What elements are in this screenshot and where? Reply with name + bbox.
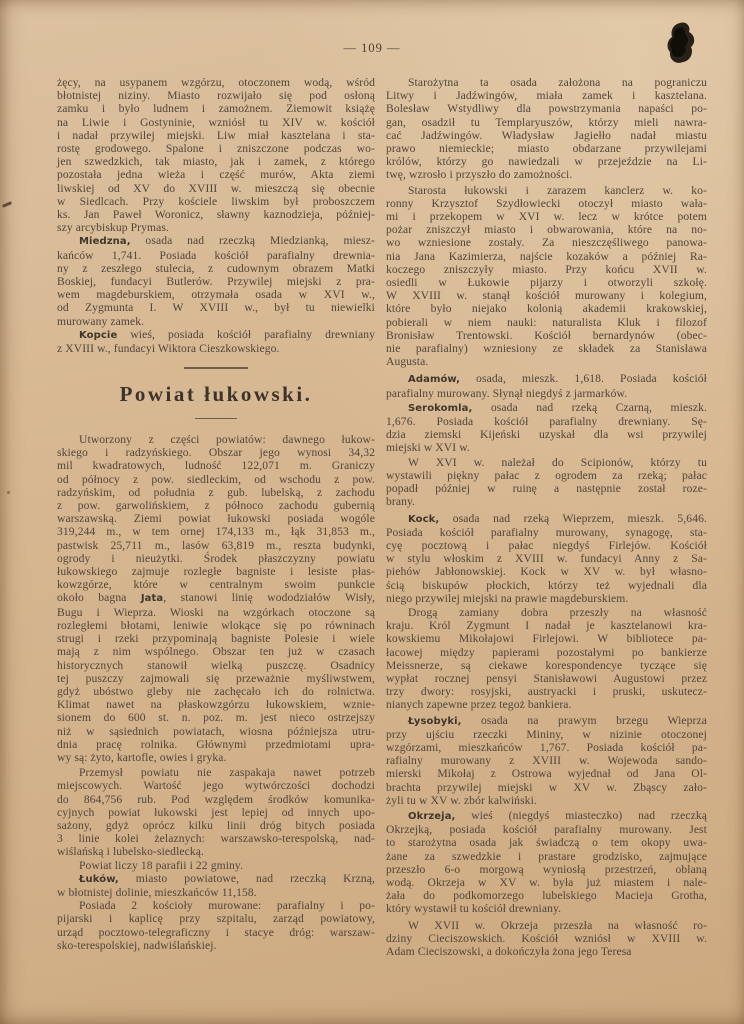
- text-line: 319,244 m., w tem ornej 174,133 m., łąk 31,853 m.,: [57, 525, 375, 539]
- text-line: Bolesław Wstydliwy dla powstrzymania napaści po-: [386, 102, 707, 116]
- text-line: około bagna Jata, stanowi linię wododziałów Wisły,: [57, 591, 375, 605]
- paragraph: [57, 872, 375, 899]
- text-line: brachta przywilej miejski w XV w. Zbąscy zało-: [386, 780, 707, 794]
- text-line: mi i przekopem w XVI w. lecz w krótce potem: [386, 210, 707, 224]
- text-line: Okrzeja, wieś (niegdyś miasteczko) nad rzeczką: [408, 808, 707, 822]
- text-line: Adam Cieciszowski, a dokończyła żona jego Teresa: [386, 945, 632, 958]
- text-line: Bronisław Trentowski. Kościół bernardynów (obec-: [386, 328, 707, 342]
- text-line: W XVI w. należał do Scipionów, którzy tu: [408, 455, 707, 469]
- text-line: cyę pocztową i pałac niegdyś Firlejów. Kościół: [386, 538, 707, 552]
- right-column: [386, 76, 707, 958]
- paper-speck: [7, 491, 10, 494]
- text-line: ścią biskupów płockich, którzy też wyjednali dla: [386, 578, 707, 592]
- section-heading-block: [57, 367, 375, 419]
- text-line: kańców 1,741. Posiada kościół parafialny drewnia-: [57, 248, 375, 262]
- text-line: z pow. garwolińskiem, z północo zachodu gubernią: [57, 499, 375, 513]
- text-line: szy arcybiskup Prymas.: [57, 221, 170, 235]
- text-line: piehów Jabłonowskiej. Kock w XV w. był własno-: [386, 565, 707, 579]
- text-line: 1,676. Posiada kościół parafialny drewniany. Sę-: [386, 415, 707, 429]
- text-line: ny z zeszłego stulecia, z cudownym obrazem Matki: [57, 261, 375, 275]
- text-line: 3 linie kolei żelaznych: warszawsko-terespolską, nad-: [57, 832, 375, 846]
- text-line: rostę grodowego. Spalone i zniszczone podczas wo-: [57, 142, 375, 156]
- text-line: Przemysł powiatu nie zaspakaja nawet potrzeb: [79, 766, 375, 780]
- text-line: Bugu i Wieprza. Wioski na wzgórkach otoczone są: [57, 605, 375, 619]
- text-line: i nadał przywilej miejski. Liw miał kasztelana i sta-: [57, 128, 375, 142]
- section-rule: [184, 367, 248, 368]
- text-line: na Liwie i Gostyninie, wzniósł tu XIV w. kościół: [57, 115, 375, 129]
- text-line: dnia pracę rolnika. Głównymi przedmiotami upra-: [57, 737, 375, 751]
- text-line: W XVIII w. stanął kościół murowany i kolegium,: [386, 289, 707, 303]
- text-line: kowskiemu Mikołajowi Firlejowi. W bibliotece pa-: [386, 632, 707, 646]
- paragraph: [386, 184, 707, 369]
- text-line: sionem do 600 st. n. poz. m. jest nieco ostrzejszy: [57, 711, 375, 725]
- text-line: z XVIII w., fundacyi Wiktora Cieszkowskiego.: [57, 342, 280, 356]
- paragraph: [386, 456, 707, 509]
- text-line: żyli tu w XV w. zbór kalwiński.: [386, 793, 537, 807]
- text-line: osiedli w Łukowie pijarzy i otworzyli szkołę.: [386, 276, 707, 290]
- text-columns: [57, 76, 707, 958]
- text-line: Adamów, osada, mieszk. 1,618. Posiada kościół: [408, 372, 707, 386]
- text-line: od Zygmunta I. W XVIII w., był tu niewielki: [57, 301, 375, 315]
- text-line: urząd pocztowo-telegraficzny i stacye dróg: warszaw-: [57, 925, 375, 939]
- paragraph: [386, 76, 707, 182]
- pen-mark: [2, 201, 12, 208]
- text-line: kraju. Król Zygmunt I nadał je kasztelanowi kra-: [386, 619, 707, 633]
- text-line: W XVII w. Okrzeja przeszła na własność ro-: [408, 918, 707, 932]
- text-line: Okrzejką, posiada kościół parafialny murowany. Jest: [386, 823, 707, 837]
- paragraph: [386, 606, 707, 712]
- text-line: historycznych stanowił wielką puszczę. Osadnicy: [57, 658, 375, 672]
- text-line: sko-terespolskiej, nadwiślańskiej.: [57, 938, 217, 952]
- text-line: Posiada 2 kościoły murowane: parafialny i po-: [79, 899, 375, 913]
- left-column: [57, 76, 375, 958]
- text-line: popadł później w ruinę a następnie został roze-: [386, 482, 707, 496]
- text-line: Starożytna ta osada założona na pograniczu: [408, 76, 707, 89]
- text-line: koczego zniszczyły miasto. Przy końcu XVII w.: [386, 262, 707, 276]
- text-line: żęcy, na usypanem wzgórzu, otoczonem wodą, wśród: [57, 76, 375, 89]
- text-line: wodą. Okrzeja w XV w. była już miastem i nale-: [386, 875, 707, 889]
- ink-stain-shape: [666, 22, 698, 66]
- text-line: brany.: [386, 495, 416, 509]
- text-line: gan, osadził tu Templaryuszów, którzy mieli nawra-: [386, 115, 707, 129]
- text-line: Miedzna, osada nad rzeczką Miedzianką, miesz-: [79, 234, 375, 248]
- text-line: Starosta łukowski i zarazem kanclerz w. ko-: [408, 183, 707, 197]
- page-number: — 109 —: [343, 41, 401, 55]
- text-line: pozostała jedna wieża i część murów, Akta ziemi: [57, 168, 375, 182]
- ink-stain: [666, 22, 698, 66]
- text-line: nia Jana Kazimierza, najście kozaków a później Ra-: [386, 249, 707, 263]
- text-line: pożar zniszczył miasto i obwarowania, które na no-: [386, 223, 707, 237]
- paragraph: [57, 899, 375, 952]
- text-line: Augusta.: [386, 355, 429, 369]
- text-line: wiślańską i lubelsko-siedlecką.: [57, 845, 205, 859]
- text-line: w stylu włoskim z XVIII w. fundacyi Anny z Sa-: [386, 552, 707, 566]
- text-line: cyjnych powiat łukowski jest lepiej od innych upo-: [57, 805, 375, 819]
- paragraph: [57, 76, 375, 234]
- text-line: żała do podkomorzego lubelskiego Macieja Grotha,: [386, 889, 707, 903]
- text-line: wzgórzami, mieszkańców 1,767. Posiada kościół pa-: [386, 740, 707, 754]
- text-line: niż w sąsiednich powiatach, wiosna późniejsza utru-: [57, 724, 375, 738]
- text-line: Powiat liczy 18 parafii i 22 gminy.: [79, 858, 244, 872]
- text-line: parafialny murowany. Słynął niegdyś z jarmarków.: [386, 386, 628, 400]
- paragraph: [57, 234, 375, 327]
- section-heading: Powiat łukowski.: [119, 381, 313, 406]
- paragraph: [386, 512, 707, 605]
- text-line: Drogą zamiany dobra przeszły na własność: [408, 605, 707, 619]
- text-line: jen szwedzkich, tak miasto, jak i zamek, z którego: [57, 155, 375, 169]
- text-line: Posiada kościół parafialny murowany, synagogę, sta-: [386, 525, 707, 539]
- text-line: prawo niemieckie; miasto obdarzane przywilejami: [386, 142, 707, 156]
- text-line: w Siedlcach. Przy kościele liwskim był proboszczem: [57, 194, 375, 208]
- text-line: błotnistej niziny. Miasto rozwijało się pod osłoną: [57, 89, 375, 103]
- text-line: gdyż ubóstwo gleby nie zachęcało ich do rolnictwa.: [57, 684, 375, 698]
- text-line: pobierali w niem nauki: naturalista Kluk i filozof: [386, 315, 707, 329]
- text-line: mil kwadratowych, ludność 122,071 m. Graniczy: [57, 459, 375, 473]
- text-line: Litwy i Jadźwingów, miała zamek i kasztelana.: [386, 89, 707, 103]
- paragraph: [57, 859, 375, 872]
- text-line: miejscowych. Wartość jego wytwórczości dochodzi: [57, 779, 375, 793]
- text-line: cać Jadźwingów. Władysław Jagiełło nadał miastu: [386, 128, 707, 142]
- text-line: warszawską. Ziemi powiat łukowski posiada wogóle: [57, 512, 375, 526]
- text-line: Utworzony z części powiatów: dawnego łukow-: [79, 433, 375, 447]
- text-line: kowzgórze, które w centralnym swoim punkcie: [57, 578, 375, 592]
- text-line: przy ujściu rzeczki Mininy, w nizinie otoczonej: [386, 727, 707, 741]
- text-line: łukowskiego zajmuje rozległe bagniste i lesiste płas-: [57, 565, 375, 579]
- text-line: trzy dwory: rosyjski, austryacki i pruski, uskutecz-: [386, 685, 707, 699]
- text-line: rozległemi błotami, leniwie wlokące się po równinach: [57, 618, 375, 632]
- paragraph: [386, 714, 707, 807]
- text-line: Kock, osada nad rzeką Wieprzem, mieszk. 5,646.: [408, 511, 707, 525]
- text-line: łacowej między papierami pozostałymi po bankierze: [386, 645, 707, 659]
- text-line: ks. Jan Paweł Woronicz, sławny kaznodzieja, później-: [57, 208, 375, 222]
- text-line: dziny Cieciszowskich. Kościół wzniósł w XVIII w.: [386, 931, 707, 945]
- paragraph: [386, 401, 707, 455]
- text-line: które było niejako kolonią akademii krakowskiej,: [386, 302, 707, 316]
- text-line: królów, którzy go nawiedzali w przejeździe na Li-: [386, 155, 707, 169]
- text-line: sażony, gdyż oprócz kilku linii dróg bitych posiada: [57, 818, 375, 832]
- text-line: Kopcie wieś, posiada kościół parafialny drewniany: [79, 327, 375, 341]
- text-line: to starożytna osada jak świadczą o tem okopy uwa-: [386, 836, 707, 850]
- text-line: rafialny murowany z XVIII w. Wojewoda sando-: [386, 754, 707, 768]
- text-line: dzia ziemski Kijeński uzyskał dla wsi przywilej: [386, 428, 707, 442]
- text-line: radzyńskim, od południa z gub. lubelską, z zachodu: [57, 485, 375, 499]
- text-line: ronny Krzysztof Szydłowiecki otoczył miasto wała-: [386, 196, 707, 210]
- text-line: tej puszczy zajmowali się przeważnie myśliwstwem,: [57, 671, 375, 685]
- text-line: który wystawił tu kościół drewniany.: [386, 902, 562, 916]
- text-line: mają z nim wspólnego. Obszar ten już w czasach: [57, 645, 375, 659]
- text-line: wem magdeburskiem, otrzymała osada w XVI w.,: [57, 288, 375, 302]
- text-line: miejski w XVI w.: [386, 441, 470, 455]
- paragraph: [57, 766, 375, 858]
- text-line: do 864,756 rub. Pod względem środków komunika-: [57, 792, 375, 806]
- text-line: wy są: żyto, kartofle, owies i gryka.: [57, 750, 227, 764]
- text-line: zamku i było ludnem i zamożnem. Ziemowit książę: [57, 102, 375, 116]
- text-line: twę, wzrosło i przyszło do zamożności.: [386, 168, 573, 182]
- text-line: Meissnerze, są ciekawe korespondencye tyczące się: [386, 658, 707, 672]
- paragraph: [386, 809, 707, 916]
- text-line: nie parafialny) wzniesiony ze składek za Stanisława: [386, 342, 707, 356]
- section-rule: [195, 418, 237, 419]
- text-line: strugi i rzeki przypominają bagniste Polesie i wiele: [57, 632, 375, 646]
- text-line: nianych zapewne przez tegoż bankiera.: [386, 698, 572, 712]
- text-line: żane za szwedzkie i prastare grodzisko, zajmujące: [386, 849, 707, 863]
- text-line: mierski Mikołaj z Ostrowa wyjednał od Jana Ol-: [386, 767, 707, 781]
- paragraph: [57, 328, 375, 355]
- text-line: w błotnistej dolinie, mieszkańców 11,158.: [57, 885, 257, 899]
- text-line: wystawili piękny pałac z ogrodem za rzeką; pałac: [386, 468, 707, 482]
- text-line: pastwisk 25,711 m., lasów 63,819 m., reszta budynki,: [57, 538, 375, 552]
- text-line: murowany zamek.: [57, 314, 145, 328]
- text-line: wypłat rocznej pensyi Stanisławowi Augustowi przez: [386, 671, 707, 685]
- text-line: Łuków, miasto powiatowe, nad rzeczką Krzną,: [79, 871, 375, 885]
- paragraph: [57, 433, 375, 764]
- text-line: Boskiej, fundacyi Butlerów. Przywilej miejski z pra-: [57, 275, 375, 289]
- paragraph: [386, 372, 707, 399]
- text-line: niego przywilej miejski na prawie magdeburskiem.: [386, 591, 629, 605]
- paragraph: [386, 919, 707, 959]
- text-line: skiego i radzyńskiego. Obszar jego wynosi 34,32: [57, 446, 375, 460]
- text-line: od północy z pow. siedleckim, od wschodu z pow.: [57, 472, 375, 486]
- text-line: Serokomla, osada nad rzeką Czarną, mieszk.: [408, 400, 707, 414]
- text-line: liwskiej od XV do XVIII w. mieszczą się obecnie: [57, 181, 375, 195]
- text-line: przeszło 6-o morgową wyniosłą przestrzeń, oblaną: [386, 862, 707, 876]
- text-line: pijarski i kaplicę przy szpitalu, zarząd powiatowy,: [57, 912, 375, 926]
- text-line: wo wzniesione zostały. Za nieszczęśliwego panowa-: [386, 236, 707, 250]
- text-line: ogrody i nieużytki. Środek płaszczyzny powiatu: [57, 551, 375, 565]
- text-line: Łysobyki, osada na prawym brzegu Wieprza: [408, 713, 707, 727]
- text-line: Klimat nawet na płaskowzgórzu łukowskiem, wznie-: [57, 698, 375, 712]
